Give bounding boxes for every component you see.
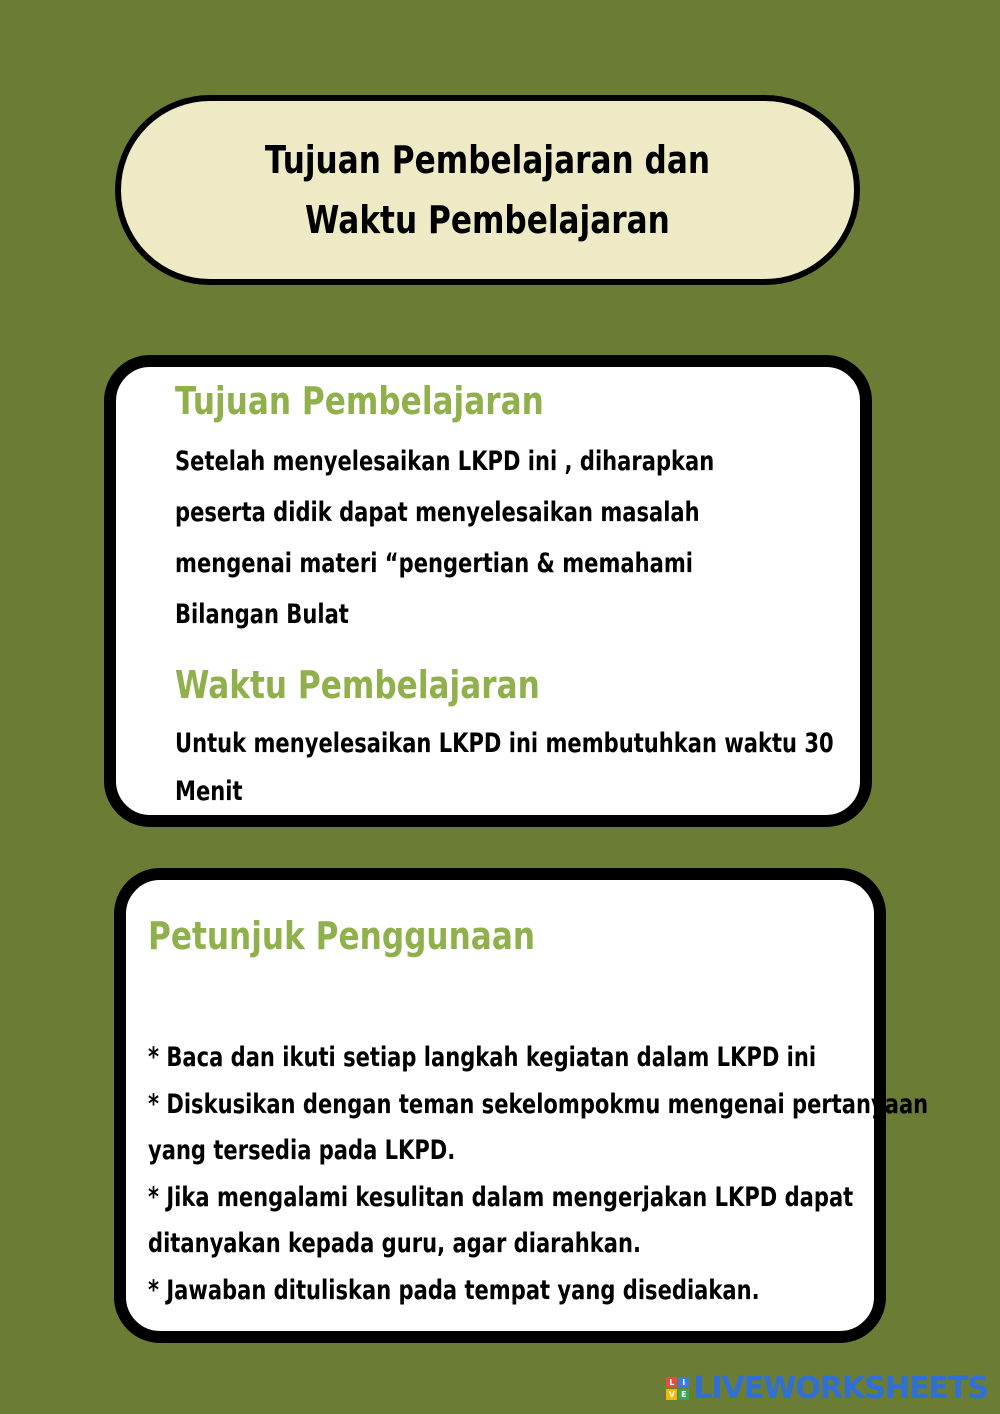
logo-letter: I: [678, 1377, 689, 1388]
petunjuk-line: * Jika mengalami kesulitan dalam mengerjakan LKPD dapat: [148, 1181, 854, 1213]
waktu-line: Untuk menyelesaikan LKPD ini membutuhkan waktu 30: [175, 728, 834, 759]
liveworksheets-brand-text: LIVEWORKSHEETS: [693, 1371, 988, 1406]
petunjuk-line: ditanyakan kepada guru, agar diarahkan.: [148, 1228, 641, 1259]
petunjuk-line: * Baca dan ikuti setiap langkah kegiatan dalam LKPD ini: [148, 1042, 817, 1073]
page-title-line-1: Tujuan Pembelajaran dan: [264, 138, 711, 182]
waktu-text: [175, 720, 834, 816]
liveworksheets-logo-icon: [666, 1377, 689, 1400]
tujuan-line: Bilangan Bulat: [175, 599, 349, 630]
tujuan-line: mengenai materi “pengertian & memahami: [175, 548, 693, 579]
petunjuk-line: * Diskusikan dengan teman sekelompokmu mengenai pertanyaan: [148, 1088, 929, 1120]
petunjuk-line: * Jawaban dituliskan pada tempat yang disediakan.: [148, 1274, 760, 1306]
logo-letter: V: [666, 1389, 677, 1400]
waktu-heading: Waktu Pembelajaran: [175, 663, 540, 707]
tujuan-text: [175, 436, 714, 640]
title-banner: [115, 95, 860, 285]
liveworksheets-watermark: [666, 1371, 988, 1406]
waktu-line: Menit: [175, 776, 243, 807]
tujuan-line: peserta didik dapat menyelesaikan masalah: [175, 497, 700, 528]
petunjuk-heading: Petunjuk Penggunaan: [148, 914, 536, 958]
logo-letter: E: [678, 1389, 689, 1400]
tujuan-heading: Tujuan Pembelajaran: [175, 379, 544, 423]
logo-letter: L: [666, 1377, 677, 1388]
tujuan-line: Setelah menyelesaikan LKPD ini , diharapkan: [175, 446, 715, 477]
page-title-line-2: Waktu Pembelajaran: [305, 198, 670, 242]
petunjuk-text: [148, 1035, 928, 1314]
petunjuk-line: yang tersedia pada LKPD.: [148, 1135, 456, 1166]
